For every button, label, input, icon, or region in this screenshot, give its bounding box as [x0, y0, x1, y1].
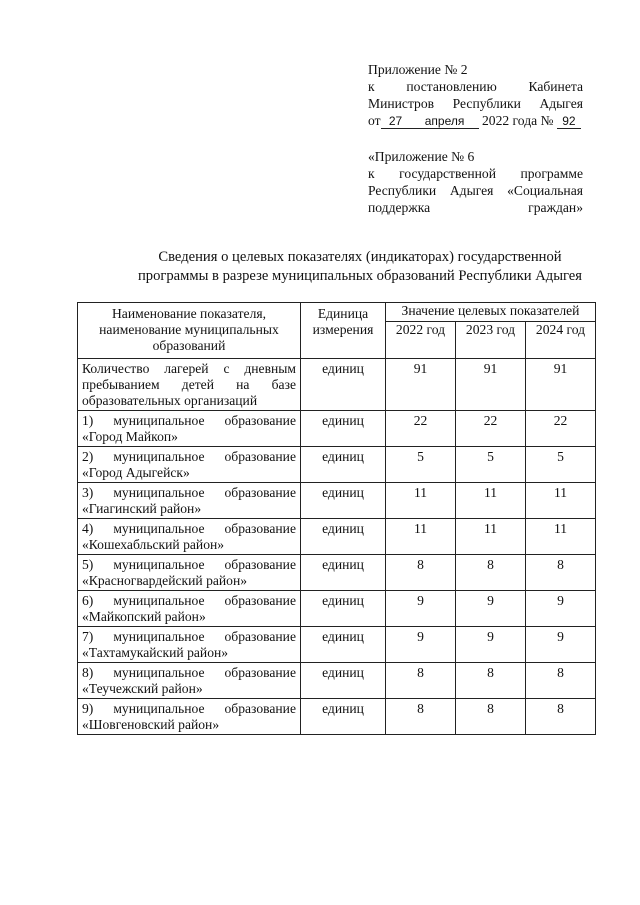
- row-name: [78, 555, 301, 591]
- row-value-2023: 11: [456, 519, 526, 555]
- row-name: [78, 359, 301, 411]
- row-name-line: «Теучежский район»: [82, 681, 203, 696]
- row-name-line: образовательных организаций: [82, 393, 258, 408]
- row-value-2023: 9: [456, 591, 526, 627]
- row-unit: единиц: [301, 627, 386, 663]
- table-row: [78, 663, 596, 699]
- word: к: [368, 79, 375, 94]
- document-title: [60, 248, 640, 286]
- row-value-2022: 11: [386, 483, 456, 519]
- row-name-line: 6) муниципальное образование: [82, 593, 296, 608]
- row-value-2023: 8: [456, 699, 526, 735]
- appendix-6-line-4: [368, 199, 583, 216]
- table-row: [78, 519, 596, 555]
- header-line: наименование муниципальных: [99, 322, 279, 337]
- row-value-2023: 8: [456, 555, 526, 591]
- row-value-2022: 91: [386, 359, 456, 411]
- table-row: [78, 555, 596, 591]
- appendix-2-heading: Приложение № 2: [368, 62, 468, 77]
- row-value-2023: 9: [456, 627, 526, 663]
- row-value-2022: 8: [386, 663, 456, 699]
- word: Республики: [368, 183, 437, 198]
- row-name-line: «Кошехабльский район»: [82, 537, 225, 552]
- date-year-text: 2022 года №: [481, 113, 554, 128]
- row-value-2023: 8: [456, 663, 526, 699]
- row-name: [78, 483, 301, 519]
- row-value-2022: 9: [386, 591, 456, 627]
- header-line: Наименование показателя,: [111, 306, 267, 321]
- row-value-2023: 5: [456, 447, 526, 483]
- appendix-2-line-2: [368, 78, 583, 95]
- table-row: [78, 699, 596, 735]
- row-unit: единиц: [301, 359, 386, 411]
- row-unit: единиц: [301, 519, 386, 555]
- row-name-line: пребыванием детей на базе: [82, 377, 296, 392]
- header-year-2024: 2024 год: [526, 322, 596, 359]
- row-value-2024: 8: [526, 663, 596, 699]
- word: программе: [520, 166, 583, 181]
- row-name-line: «Город Адыгейск»: [82, 465, 190, 480]
- table-row: [78, 447, 596, 483]
- row-name-line: «Город Майкоп»: [82, 429, 178, 444]
- header-year-2023: 2023 год: [456, 322, 526, 359]
- row-value-2024: 5: [526, 447, 596, 483]
- row-name-line: 9) муниципальное образование: [82, 701, 296, 716]
- row-name-line: 3) муниципальное образование: [82, 485, 296, 500]
- word: Адыгея: [449, 183, 494, 198]
- row-name-line: «Майкопский район»: [82, 609, 206, 624]
- word: Министров: [368, 96, 435, 111]
- table-row: [78, 411, 596, 447]
- header-line: образований: [152, 338, 226, 353]
- word: граждан»: [528, 200, 583, 215]
- row-unit: единиц: [301, 447, 386, 483]
- row-name: [78, 663, 301, 699]
- appendix-2-line-3: [368, 95, 583, 112]
- word: к: [368, 166, 375, 181]
- row-value-2022: 8: [386, 555, 456, 591]
- row-value-2023: 91: [456, 359, 526, 411]
- row-value-2024: 11: [526, 519, 596, 555]
- date-prefix: от: [368, 113, 381, 128]
- row-value-2024: 8: [526, 555, 596, 591]
- row-name: [78, 519, 301, 555]
- row-name: [78, 411, 301, 447]
- row-value-2022: 9: [386, 627, 456, 663]
- row-value-2022: 8: [386, 699, 456, 735]
- row-name-line: 1) муниципальное образование: [82, 413, 296, 428]
- row-value-2024: 22: [526, 411, 596, 447]
- row-name: [78, 627, 301, 663]
- appendix-2-block: [368, 61, 583, 129]
- title-line-1: Сведения о целевых показателях (индикаторах) государственной: [158, 249, 562, 265]
- row-name: [78, 699, 301, 735]
- table-header-row: [78, 303, 596, 322]
- appendix-6-heading: «Приложение № 6: [368, 149, 475, 164]
- word: постановлению: [406, 79, 497, 94]
- row-unit: единиц: [301, 483, 386, 519]
- row-value-2022: 11: [386, 519, 456, 555]
- table-row: [78, 591, 596, 627]
- header-indicator-name: [78, 303, 301, 359]
- table-row: [78, 359, 596, 411]
- header-year-2022: 2022 год: [386, 322, 456, 359]
- row-unit: единиц: [301, 555, 386, 591]
- word: «Социальная: [507, 183, 583, 198]
- row-name-line: 5) муниципальное образование: [82, 557, 296, 572]
- row-value-2024: 9: [526, 627, 596, 663]
- appendix-2-date-line: [368, 112, 583, 129]
- row-value-2023: 22: [456, 411, 526, 447]
- row-name-line: 2) муниципальное образование: [82, 449, 296, 464]
- row-unit: единиц: [301, 663, 386, 699]
- row-name-line: «Гиагинский район»: [82, 501, 202, 516]
- table-row: [78, 483, 596, 519]
- row-value-2024: 8: [526, 699, 596, 735]
- row-value-2024: 9: [526, 591, 596, 627]
- row-name-line: «Шовгеновский район»: [82, 717, 220, 732]
- row-name-line: Количество лагерей с дневным: [82, 361, 296, 376]
- document-number: 92: [557, 114, 581, 129]
- indicators-table: [77, 302, 596, 735]
- header-values: Значение целевых показателей: [386, 303, 596, 322]
- appendix-6-line-3: [368, 182, 583, 199]
- appendix-6-line-2: [368, 165, 583, 182]
- table-row: [78, 627, 596, 663]
- word: государственной: [399, 166, 496, 181]
- word: Адыгея: [539, 96, 583, 111]
- date-month: апреля: [411, 114, 479, 129]
- row-name-line: «Красногвардейский район»: [82, 573, 248, 588]
- header-line: Единица: [317, 306, 369, 321]
- appendix-6-block: [368, 148, 583, 216]
- row-unit: единиц: [301, 411, 386, 447]
- row-name-line: «Тахтамукайский район»: [82, 645, 229, 660]
- row-name: [78, 447, 301, 483]
- row-value-2022: 22: [386, 411, 456, 447]
- row-value-2022: 5: [386, 447, 456, 483]
- row-name: [78, 591, 301, 627]
- row-unit: единиц: [301, 699, 386, 735]
- row-name-line: 8) муниципальное образование: [82, 665, 296, 680]
- row-value-2023: 11: [456, 483, 526, 519]
- word: Кабинета: [528, 79, 583, 94]
- row-unit: единиц: [301, 591, 386, 627]
- header-unit: [301, 303, 386, 359]
- row-name-line: 4) муниципальное образование: [82, 521, 296, 536]
- word: поддержка: [368, 200, 431, 215]
- row-value-2024: 11: [526, 483, 596, 519]
- header-line: измерения: [312, 322, 374, 337]
- row-value-2024: 91: [526, 359, 596, 411]
- date-day: 27: [381, 114, 411, 129]
- row-name-line: 7) муниципальное образование: [82, 629, 296, 644]
- title-line-2: программы в разрезе муниципальных образований Республики Адыгея: [137, 268, 583, 284]
- word: Республики: [452, 96, 521, 111]
